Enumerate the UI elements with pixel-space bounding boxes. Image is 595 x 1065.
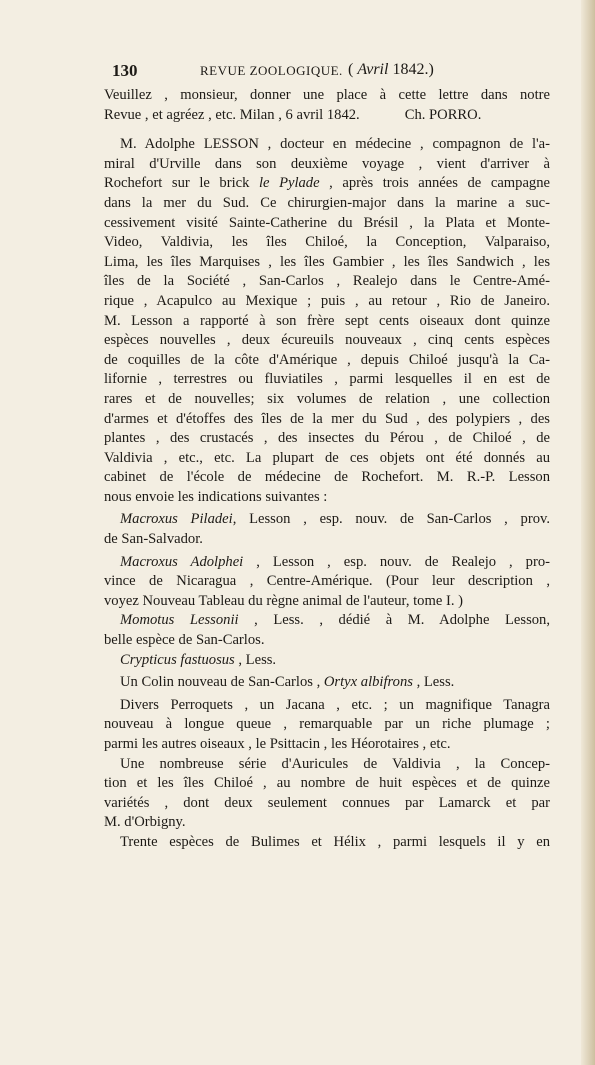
running-date-close: ): [428, 61, 434, 78]
article-line: rares et de nouvelles; six volumes de relation , une collection: [104, 390, 550, 407]
page-header: [112, 61, 552, 83]
species-name: Ortyx albifrons: [323, 674, 413, 691]
letter-closing-text: Revue , et agréez , etc. Milan , 6 avril 1842.: [104, 106, 360, 123]
species-entry: Macroxus Adolphei , Lesson , esp. nouv. de Realejo , pro-: [120, 553, 550, 570]
article-line: Valdivia , etc., etc. La plupart de ces objets ont été donnés au: [104, 449, 550, 466]
article-line: miral d'Urville dans son deuxième voyage , vient d'arriver à: [104, 155, 550, 172]
paragraph-line: nouveau à longue queue , remarquable par un riche plumage ;: [104, 716, 550, 733]
species-entry-cont: belle espèce de San-Carlos.: [104, 632, 265, 649]
page-edge-shadow: [581, 0, 595, 1065]
article-line: M. Adolphe LESSON , docteur en médecine , compagnon de l'a-: [120, 136, 551, 153]
article-line: Rochefort sur le brick le Pylade , après trois années de campagne: [104, 175, 550, 192]
article-line: nous envoie les indications suivantes :: [104, 488, 328, 505]
paragraph-line: variétés , dont deux seulement connues par Lamarck et par: [104, 794, 550, 811]
article-line: d'armes et d'étoffes des îles de la mer du Sud , des polypiers , des: [104, 410, 550, 427]
colin-entry: Un Colin nouveau de San-Carlos , Ortyx albifrons , Less.: [120, 674, 455, 691]
article-line: lifornie , terrestres ou fluviatiles , parmi lesquelles il en est de: [104, 371, 550, 388]
paragraph-line: tion et les îles Chiloé , au nombre de huit espèces et de quinze: [104, 775, 550, 792]
article-line: dans la mer du Sud. Ce chirurgien-major dans la marine a suc-: [104, 194, 550, 211]
author-name: LESSON: [203, 136, 259, 153]
article-line: de coquilles de la côte d'Amérique , depuis Chiloé jusqu'à la Ca-: [104, 351, 550, 368]
article-line: plantes , des crustacés , des insectes du Pérou , de Chiloé , de: [104, 430, 550, 447]
species-name: Macroxus Piladei: [120, 511, 233, 528]
paragraph-line: M. d'Orbigny.: [104, 814, 186, 831]
running-date-month: Avril: [357, 61, 389, 78]
article-line: espèces nouvelles , deux écureuils nouveaux , cinq cents espèces: [104, 332, 550, 349]
paragraph-line: Trente espèces de Bulimes et Hélix , parmi lesquels il y en: [120, 833, 550, 850]
article-line: cessivement visité Sainte-Catherine du Brésil , la Plata et Monte-: [104, 214, 550, 231]
article-line: M. Lesson a rapporté à son frère sept cents oiseaux dont quinze: [104, 312, 550, 329]
paragraph-line: Une nombreuse série d'Auricules de Valdivia , la Concep-: [120, 755, 550, 772]
page-number: 130: [112, 61, 138, 80]
page-body: [104, 86, 550, 853]
paragraph-line: parmi les autres oiseaux , le Psittacin , les Héorotaires , etc.: [104, 736, 451, 752]
article-line: cabinet de l'école de médecine de Rochefort. M. R.-P. Lesson: [104, 469, 550, 486]
species-entry: Macroxus Piladei, Lesson , esp. nouv. de San-Carlos , prov.: [120, 511, 550, 528]
species-name: Momotus Lessonii: [120, 612, 239, 629]
species-entry-cont: voyez Nouveau Tableau du règne animal de l'auteur, tome I. ): [104, 592, 463, 609]
article-line: Lima, les îles Marquises , les îles Gambier , les îles Sandwich , les: [104, 253, 550, 270]
species-entry: Crypticus fastuosus , Less.: [120, 651, 277, 668]
article-line: Video, Valdivia, les îles Chiloé, la Conception, Valparaiso,: [104, 234, 550, 251]
ship-name: le Pylade: [258, 175, 320, 192]
species-name: Crypticus fastuosus: [120, 651, 235, 668]
species-entry-cont: vince de Nicaragua , Centre-Amérique. (Pour leur description ,: [104, 573, 550, 590]
letter-line: Veuillez , monsieur, donner une place à cette lettre dans notre: [104, 87, 550, 103]
paragraph-line: Divers Perroquets , un Jacana , etc. ; un magnifique Tanagra: [120, 696, 550, 713]
species-entry-cont: de San-Salvador.: [104, 531, 203, 548]
species-name: Macroxus Adolphei: [120, 553, 244, 570]
letter-closing-line: [104, 106, 550, 126]
running-date-open: (: [348, 61, 354, 78]
species-entry: Momotus Lessonii , Less. , dédié à M. Adolphe Lesson,: [120, 612, 550, 629]
article-line: rique , Acapulco au Mexique ; puis , au retour , Rio de Janeiro.: [104, 292, 550, 309]
running-date: [348, 61, 434, 79]
letter-signature: Ch. PORRO.: [404, 106, 482, 123]
article-line: îles de la Société , San-Carlos , Realejo dans le Centre-Amé-: [104, 273, 550, 290]
running-date-year: 1842.: [392, 61, 429, 78]
running-title: REVUE ZOOLOGIQUE.: [200, 63, 343, 78]
